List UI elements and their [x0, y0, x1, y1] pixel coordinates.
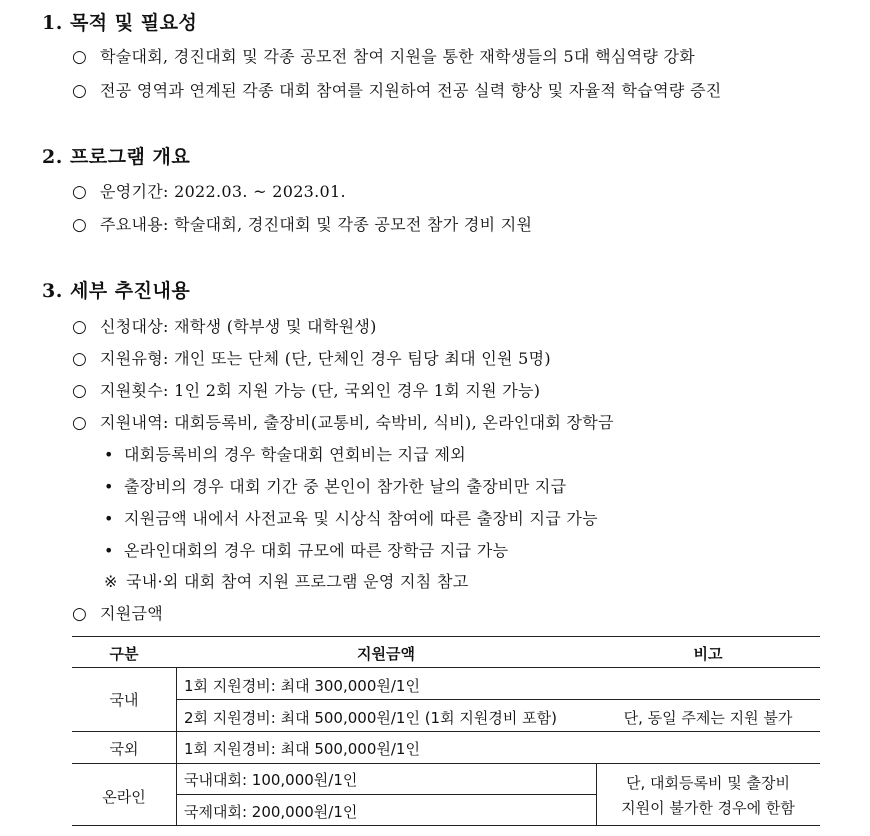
- table-bottom-rule: [72, 825, 820, 826]
- circle-marker: ○: [72, 81, 88, 101]
- list-item: ○ 운영기간: 2022.03. ~ 2023.01.: [72, 182, 346, 202]
- list-item: ○ 신청대상: 재학생 (학부생 및 대학원생): [72, 317, 377, 337]
- bullet-item: • 출장비의 경우 대회 기간 중 본인이 참가한 날의 출장비만 지급: [104, 477, 567, 496]
- table-col-rule: [176, 667, 177, 825]
- support-amount-table: [72, 636, 820, 826]
- bullet-marker: •: [104, 445, 114, 464]
- circle-marker: ○: [72, 413, 88, 433]
- list-item: ○ 전공 영역과 연계된 각종 대회 참여를 지원하여 전공 실력 향상 및 자율적 학습역량 증진: [72, 81, 722, 101]
- list-item: ○ 지원금액: [72, 604, 164, 624]
- row-label-online: 온라인: [102, 788, 146, 806]
- table-header-rule: [72, 667, 820, 668]
- circle-marker: ○: [72, 215, 88, 235]
- list-item: ○ 지원유형: 개인 또는 단체 (단, 단체인 경우 팀당 최대 인원 5명): [72, 349, 551, 369]
- circle-marker: ○: [72, 317, 88, 337]
- table-row-rule: [176, 794, 596, 795]
- row-label-domestic: 국내: [109, 691, 139, 709]
- list-item: ○ 학술대회, 경진대회 및 각종 공모전 참여 지원을 통한 재학생들의 5대 핵심역량 강화: [72, 47, 696, 67]
- table-row-rule: [176, 699, 820, 700]
- bullet-item: • 지원금액 내에서 사전교육 및 시상식 참여에 따른 출장비 지급 가능: [104, 509, 598, 528]
- table-top-rule: [72, 636, 820, 637]
- table-header-remark: 비고: [693, 645, 723, 663]
- row-label-overseas: 국외: [109, 740, 139, 758]
- table-cell-remark: 단, 대회등록비 및 출장비: [626, 774, 790, 792]
- table-header-amount: 지원금액: [357, 645, 415, 663]
- list-item: ○ 지원내역: 대회등록비, 출장비(교통비, 숙박비, 식비), 온라인대회 장학금: [72, 413, 614, 433]
- list-item: ○ 지원횟수: 1인 2회 지원 가능 (단, 국외인 경우 1회 지원 가능): [72, 381, 541, 401]
- table-row-rule: [72, 763, 820, 764]
- note-marker: ※: [104, 572, 118, 591]
- table-row-rule: [72, 731, 820, 732]
- table-cell-remark: 단, 동일 주제는 지원 불가: [623, 709, 793, 727]
- bullet-item: • 대회등록비의 경우 학술대회 연회비는 지급 제외: [104, 445, 467, 464]
- circle-marker: ○: [72, 349, 88, 369]
- list-item: ○ 주요내용: 학술대회, 경진대회 및 각종 공모전 참가 경비 지원: [72, 215, 533, 235]
- section-title-overview: 2. 프로그램 개요: [42, 146, 191, 168]
- bullet-marker: •: [104, 477, 114, 496]
- bullet-item: • 온라인대회의 경우 대회 규모에 따른 장학금 지급 가능: [104, 541, 509, 560]
- circle-marker: ○: [72, 182, 88, 202]
- circle-marker: ○: [72, 604, 88, 624]
- table-cell-remark: 지원이 불가한 경우에 한함: [621, 799, 795, 817]
- section-title-details: 3. 세부 추진내용: [42, 280, 191, 302]
- circle-marker: ○: [72, 47, 88, 67]
- reference-note: ※ 국내·외 대회 참여 지원 프로그램 운영 지침 참고: [104, 572, 469, 591]
- table-cell: 국내대회: 100,000원/1인: [184, 771, 358, 789]
- bullet-marker: •: [104, 541, 114, 560]
- table-cell: 국제대회: 200,000원/1인: [184, 803, 358, 821]
- section-title-purpose: 1. 목적 및 필요성: [42, 12, 198, 34]
- bullet-marker: •: [104, 509, 114, 528]
- table-cell: 2회 지원경비: 최대 500,000원/1인 (1회 지원경비 포함): [184, 709, 557, 727]
- table-header-category: 구분: [109, 645, 139, 663]
- circle-marker: ○: [72, 381, 88, 401]
- table-cell: 1회 지원경비: 최대 500,000원/1인: [184, 740, 420, 758]
- table-cell: 1회 지원경비: 최대 300,000원/1인: [184, 677, 420, 695]
